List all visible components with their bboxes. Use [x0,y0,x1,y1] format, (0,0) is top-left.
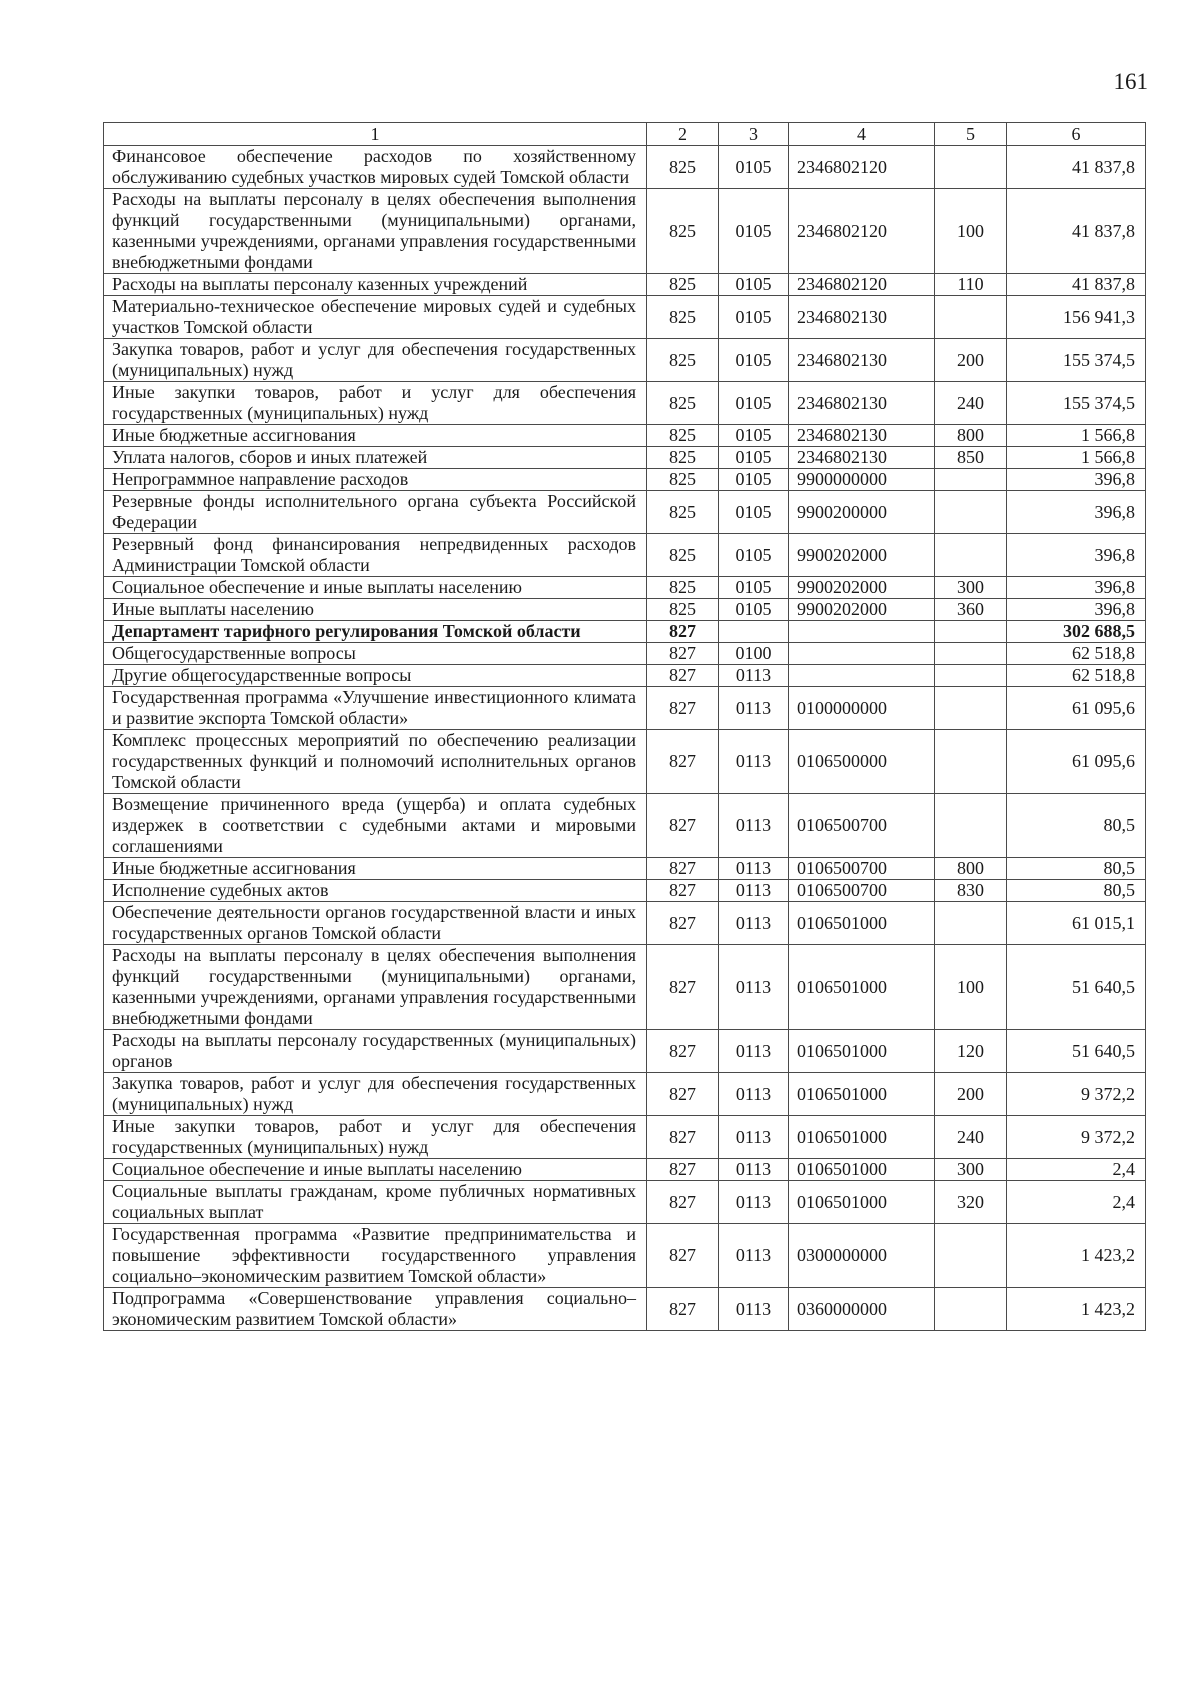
row-amount-cell: 155 374,5 [1007,382,1146,425]
row-target-article-cell: 0300000000 [789,1224,935,1288]
row-amount-cell: 302 688,5 [1007,621,1146,643]
row-expense-type-cell: 240 [935,382,1007,425]
row-expense-type-cell [935,794,1007,858]
row-name-cell: Социальное обеспечение и иные выплаты населению [104,1159,647,1181]
row-expense-type-cell: 240 [935,1116,1007,1159]
row-section-cell: 0113 [719,880,789,902]
header-col-1: 1 [104,123,647,146]
row-chapter-cell: 827 [647,880,719,902]
table-row [104,1224,1146,1288]
header-col-5: 5 [935,123,1007,146]
row-name-cell: Государственная программа «Развитие предпринимательства и повышение эффективности государственного управления социально–экономическим развитием Томской области» [104,1224,647,1288]
row-amount-cell: 396,8 [1007,491,1146,534]
row-name-cell: Финансовое обеспечение расходов по хозяйственному обслуживанию судебных участков мировых судей Томской области [104,146,647,189]
row-expense-type-cell: 830 [935,880,1007,902]
row-chapter-cell: 825 [647,534,719,577]
row-expense-type-cell [935,687,1007,730]
row-name-cell: Материально-техническое обеспечение мировых судей и судебных участков Томской области [104,296,647,339]
row-amount-cell: 80,5 [1007,880,1146,902]
table-row [104,730,1146,794]
row-section-cell: 0105 [719,447,789,469]
row-target-article-cell [789,643,935,665]
row-chapter-cell: 825 [647,296,719,339]
row-chapter-cell: 825 [647,189,719,274]
page-number: 161 [1113,69,1148,94]
row-section-cell: 0105 [719,534,789,577]
table-header-row [104,123,1146,146]
row-section-cell: 0113 [719,858,789,880]
row-chapter-cell: 827 [647,1288,719,1331]
row-chapter-cell: 827 [647,858,719,880]
row-name-cell: Расходы на выплаты персоналу в целях обеспечения выполнения функций государственными (муниципальными) органами, казенными учреждениями, органами управления государственными внебюджетными фондами [104,189,647,274]
table-row [104,1159,1146,1181]
row-amount-cell: 396,8 [1007,534,1146,577]
row-name-cell: Расходы на выплаты персоналу государственных (муниципальных) органов [104,1030,647,1073]
row-target-article-cell: 9900202000 [789,577,935,599]
table-row [104,1030,1146,1073]
row-expense-type-cell: 200 [935,339,1007,382]
row-amount-cell: 2,4 [1007,1181,1146,1224]
table-row [104,339,1146,382]
row-expense-type-cell [935,1224,1007,1288]
row-chapter-cell: 825 [647,577,719,599]
row-chapter-cell: 827 [647,687,719,730]
row-name-cell: Иные закупки товаров, работ и услуг для обеспечения государственных (муниципальных) нужд [104,1116,647,1159]
row-target-article-cell: 0106501000 [789,1181,935,1224]
row-section-cell: 0105 [719,339,789,382]
row-target-article-cell: 0106501000 [789,1030,935,1073]
row-target-article-cell: 2346802130 [789,339,935,382]
table-row [104,146,1146,189]
row-chapter-cell: 825 [647,447,719,469]
row-amount-cell: 41 837,8 [1007,146,1146,189]
row-chapter-cell: 827 [647,945,719,1030]
row-name-cell: Департамент тарифного регулирования Томской области [104,621,647,643]
table-row [104,1073,1146,1116]
row-amount-cell: 1 423,2 [1007,1224,1146,1288]
table-row [104,425,1146,447]
row-expense-type-cell: 800 [935,858,1007,880]
row-expense-type-cell: 850 [935,447,1007,469]
row-expense-type-cell [935,146,1007,189]
row-chapter-cell: 827 [647,1159,719,1181]
row-section-cell: 0105 [719,189,789,274]
row-amount-cell: 51 640,5 [1007,1030,1146,1073]
row-chapter-cell: 827 [647,665,719,687]
row-target-article-cell [789,621,935,643]
row-target-article-cell: 0106500000 [789,730,935,794]
row-amount-cell: 2,4 [1007,1159,1146,1181]
row-name-cell: Социальные выплаты гражданам, кроме публичных нормативных социальных выплат [104,1181,647,1224]
row-amount-cell: 62 518,8 [1007,665,1146,687]
row-chapter-cell: 827 [647,902,719,945]
row-chapter-cell: 825 [647,339,719,382]
table-row [104,794,1146,858]
row-chapter-cell: 825 [647,274,719,296]
row-target-article-cell: 0106501000 [789,1159,935,1181]
row-chapter-cell: 827 [647,1030,719,1073]
row-chapter-cell: 825 [647,491,719,534]
row-section-cell: 0113 [719,1224,789,1288]
row-name-cell: Резервный фонд финансирования непредвиденных расходов Администрации Томской области [104,534,647,577]
table-row [104,621,1146,643]
row-amount-cell: 396,8 [1007,469,1146,491]
row-name-cell: Резервные фонды исполнительного органа субъекта Российской Федерации [104,491,647,534]
table-row [104,534,1146,577]
row-name-cell: Закупка товаров, работ и услуг для обеспечения государственных (муниципальных) нужд [104,339,647,382]
row-section-cell: 0113 [719,1030,789,1073]
row-section-cell: 0113 [719,902,789,945]
row-chapter-cell: 827 [647,1073,719,1116]
row-target-article-cell: 0106501000 [789,945,935,1030]
row-chapter-cell: 827 [647,1116,719,1159]
row-section-cell: 0105 [719,382,789,425]
row-name-cell: Комплекс процессных мероприятий по обеспечению реализации государственных функций и полномочий исполнительных органов Томской области [104,730,647,794]
table-row [104,665,1146,687]
row-amount-cell: 9 372,2 [1007,1116,1146,1159]
row-expense-type-cell [935,296,1007,339]
row-name-cell: Расходы на выплаты персоналу в целях обеспечения выполнения функций государственными (муниципальными) органами, казенными учреждениями, органами управления государственными внебюджетными фондами [104,945,647,1030]
row-section-cell: 0105 [719,491,789,534]
row-expense-type-cell: 300 [935,577,1007,599]
row-chapter-cell: 827 [647,1224,719,1288]
row-name-cell: Иные бюджетные ассигнования [104,425,647,447]
row-target-article-cell: 0106500700 [789,858,935,880]
table-row [104,902,1146,945]
row-target-article-cell: 0360000000 [789,1288,935,1331]
row-expense-type-cell [935,469,1007,491]
row-expense-type-cell: 320 [935,1181,1007,1224]
row-name-cell: Иные выплаты населению [104,599,647,621]
row-target-article-cell: 9900000000 [789,469,935,491]
row-target-article-cell: 9900202000 [789,534,935,577]
row-name-cell: Иные закупки товаров, работ и услуг для обеспечения государственных (муниципальных) нужд [104,382,647,425]
row-expense-type-cell: 300 [935,1159,1007,1181]
row-section-cell: 0113 [719,1073,789,1116]
table-row [104,880,1146,902]
row-amount-cell: 396,8 [1007,577,1146,599]
row-expense-type-cell [935,621,1007,643]
row-section-cell: 0105 [719,599,789,621]
row-amount-cell: 62 518,8 [1007,643,1146,665]
row-section-cell [719,621,789,643]
row-chapter-cell: 825 [647,146,719,189]
row-chapter-cell: 825 [647,425,719,447]
table-row [104,296,1146,339]
row-target-article-cell: 0106501000 [789,1073,935,1116]
row-amount-cell: 155 374,5 [1007,339,1146,382]
row-amount-cell: 61 015,1 [1007,902,1146,945]
table-row [104,274,1146,296]
row-expense-type-cell: 800 [935,425,1007,447]
row-target-article-cell: 0106500700 [789,880,935,902]
table-row [104,599,1146,621]
row-name-cell: Обеспечение деятельности органов государственной власти и иных государственных органов Томской области [104,902,647,945]
row-target-article-cell: 0106501000 [789,902,935,945]
row-name-cell: Исполнение судебных актов [104,880,647,902]
table-row [104,1181,1146,1224]
row-target-article-cell: 9900202000 [789,599,935,621]
table-row [104,189,1146,274]
row-expense-type-cell [935,902,1007,945]
table-body [104,146,1146,1331]
row-name-cell: Закупка товаров, работ и услуг для обеспечения государственных (муниципальных) нужд [104,1073,647,1116]
table-row [104,447,1146,469]
row-target-article-cell: 2346802130 [789,296,935,339]
row-target-article-cell: 2346802130 [789,382,935,425]
table-row [104,858,1146,880]
row-section-cell: 0113 [719,687,789,730]
row-name-cell: Возмещение причиненного вреда (ущерба) и оплата судебных издержек в соответствии с судебными актами и мировыми соглашениями [104,794,647,858]
row-target-article-cell: 2346802120 [789,146,935,189]
row-section-cell: 0113 [719,1116,789,1159]
row-section-cell: 0105 [719,146,789,189]
row-section-cell: 0113 [719,1181,789,1224]
row-expense-type-cell [935,491,1007,534]
row-chapter-cell: 825 [647,469,719,491]
table-row [104,945,1146,1030]
row-name-cell: Непрограммное направление расходов [104,469,647,491]
row-section-cell: 0113 [719,1159,789,1181]
table-row [104,469,1146,491]
table-row [104,577,1146,599]
row-section-cell: 0105 [719,425,789,447]
row-amount-cell: 9 372,2 [1007,1073,1146,1116]
header-col-3: 3 [719,123,789,146]
row-amount-cell: 80,5 [1007,858,1146,880]
row-target-article-cell: 2346802130 [789,447,935,469]
row-amount-cell: 80,5 [1007,794,1146,858]
row-section-cell: 0100 [719,643,789,665]
row-name-cell: Уплата налогов, сборов и иных платежей [104,447,647,469]
row-name-cell: Иные бюджетные ассигнования [104,858,647,880]
row-expense-type-cell [935,534,1007,577]
row-expense-type-cell: 360 [935,599,1007,621]
row-target-article-cell: 0100000000 [789,687,935,730]
row-target-article-cell: 2346802120 [789,189,935,274]
row-target-article-cell: 0106500700 [789,794,935,858]
header-col-6: 6 [1007,123,1146,146]
row-section-cell: 0113 [719,794,789,858]
table-row [104,491,1146,534]
row-expense-type-cell [935,1288,1007,1331]
row-chapter-cell: 827 [647,1181,719,1224]
row-chapter-cell: 827 [647,794,719,858]
row-amount-cell: 1 566,8 [1007,447,1146,469]
row-chapter-cell: 827 [647,621,719,643]
row-target-article-cell: 0106501000 [789,1116,935,1159]
row-target-article-cell: 2346802130 [789,425,935,447]
row-name-cell: Общегосударственные вопросы [104,643,647,665]
header-col-2: 2 [647,123,719,146]
row-name-cell: Расходы на выплаты персоналу казенных учреждений [104,274,647,296]
row-section-cell: 0113 [719,945,789,1030]
row-expense-type-cell [935,643,1007,665]
row-amount-cell: 51 640,5 [1007,945,1146,1030]
row-amount-cell: 1 566,8 [1007,425,1146,447]
row-amount-cell: 41 837,8 [1007,274,1146,296]
row-section-cell: 0105 [719,274,789,296]
table-row [104,1288,1146,1331]
row-expense-type-cell: 110 [935,274,1007,296]
row-amount-cell: 1 423,2 [1007,1288,1146,1331]
row-section-cell: 0105 [719,469,789,491]
row-expense-type-cell: 120 [935,1030,1007,1073]
row-name-cell: Другие общегосударственные вопросы [104,665,647,687]
table-row [104,643,1146,665]
row-expense-type-cell [935,730,1007,794]
row-chapter-cell: 825 [647,382,719,425]
row-expense-type-cell: 200 [935,1073,1007,1116]
row-expense-type-cell: 100 [935,189,1007,274]
row-name-cell: Государственная программа «Улучшение инвестиционного климата и развитие экспорта Томской области» [104,687,647,730]
row-amount-cell: 61 095,6 [1007,687,1146,730]
row-section-cell: 0113 [719,1288,789,1331]
row-expense-type-cell [935,665,1007,687]
table-row [104,1116,1146,1159]
row-section-cell: 0113 [719,665,789,687]
row-name-cell: Подпрограмма «Совершенствование управления социально–экономическим развитием Томской области» [104,1288,647,1331]
row-target-article-cell: 9900200000 [789,491,935,534]
row-target-article-cell [789,665,935,687]
row-amount-cell: 61 095,6 [1007,730,1146,794]
row-target-article-cell: 2346802120 [789,274,935,296]
row-name-cell: Социальное обеспечение и иные выплаты населению [104,577,647,599]
row-chapter-cell: 825 [647,599,719,621]
row-section-cell: 0105 [719,296,789,339]
row-section-cell: 0105 [719,577,789,599]
row-chapter-cell: 827 [647,643,719,665]
row-expense-type-cell: 100 [935,945,1007,1030]
header-col-4: 4 [789,123,935,146]
row-section-cell: 0113 [719,730,789,794]
row-amount-cell: 156 941,3 [1007,296,1146,339]
table-row [104,382,1146,425]
row-chapter-cell: 827 [647,730,719,794]
budget-table [103,122,1146,1331]
row-amount-cell: 396,8 [1007,599,1146,621]
table-row [104,687,1146,730]
row-amount-cell: 41 837,8 [1007,189,1146,274]
